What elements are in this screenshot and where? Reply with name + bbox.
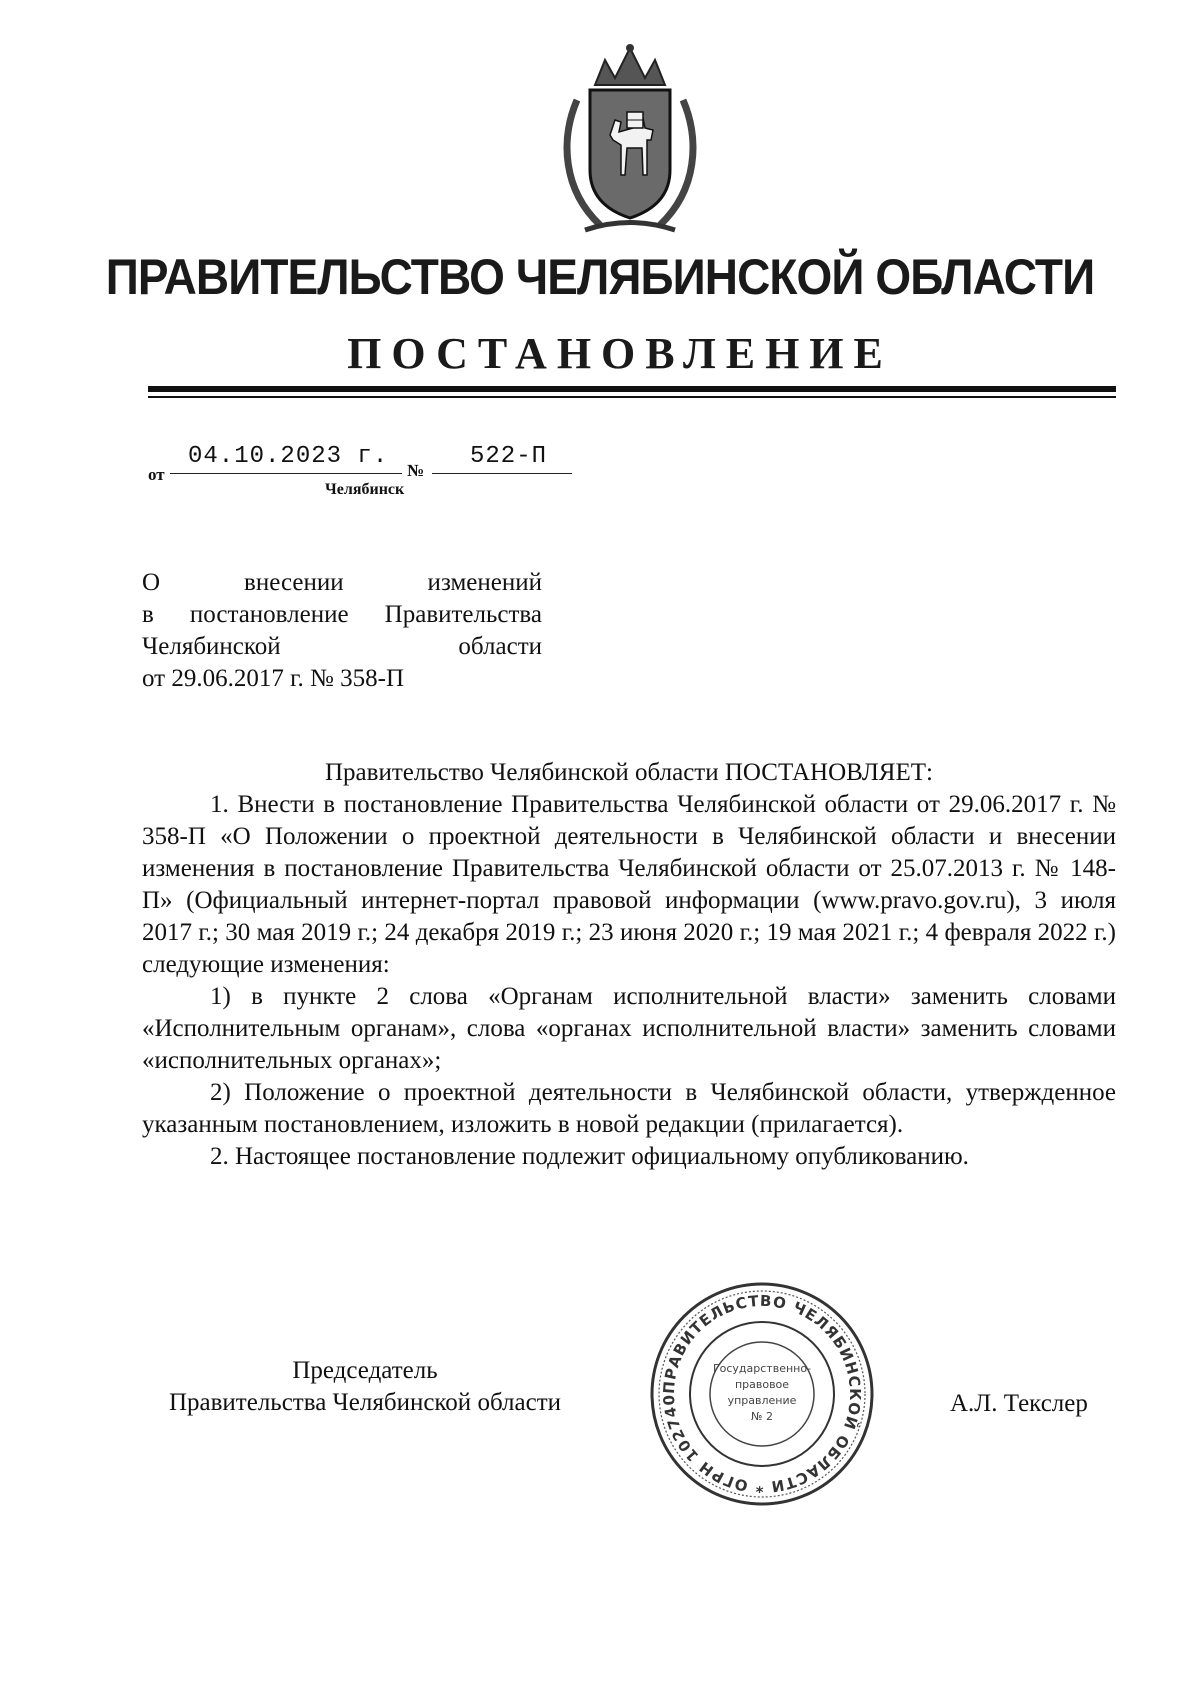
stamp-center-line-1: Государственно- <box>712 1362 812 1375</box>
number-underline <box>432 473 572 474</box>
stamp-ring-text: ПРАВИТЕЛЬСТВО ЧЕЛЯБИНСКОЙ ОБЛАСТИ * ОГРН 102740 <box>659 1291 865 1497</box>
preamble: Правительство Челябинской области ПОСТАНОВЛЯЕТ: <box>325 759 933 786</box>
clause-2: 2. Настоящее постановление подлежит официальному опубликованию. <box>210 1143 969 1170</box>
document-subject <box>142 567 542 695</box>
organization-title: ПРАВИТЕЛЬСТВО ЧЕЛЯБИНСКОЙ ОБЛАСТИ <box>105 249 1095 305</box>
clause-1: 1. Внести в постановление Правительства Челябинской области от 29.06.2017 г. № 358-П «О Положении о проектной деятельности в Челябинской области и внесении изменения в постановление Правительства Челябинской области от 25.07.2013 г. № 148-П» (Официальный интернет-портал правовой информации (www.pravo.gov.ru), 3 июля 2017 г.; 30 мая 2019 г.; 24 декабря 2019 г.; 23 июня 2020 г.; 19 мая 2021 г.; 4 февраля 2022 г.) следующие изменения: <box>142 791 1116 978</box>
subject-line: в постановление Правительства <box>142 601 542 628</box>
document-date: 04.10.2023 г. <box>188 443 389 470</box>
stamp-center-line-2: правовое <box>734 1378 790 1391</box>
date-underline <box>170 473 402 474</box>
document-type-heading: ПОСТАНОВЛЕНИЕ <box>347 329 893 378</box>
signatory-title-line-2: Правительства Челябинской области <box>168 1389 562 1416</box>
header-rule-thick <box>148 386 1116 392</box>
coat-of-arms-emblem <box>555 40 705 240</box>
date-prefix-label: от <box>148 465 165 484</box>
document-body <box>142 757 1116 1173</box>
subject-line: от 29.06.2017 г. № 358-П <box>142 665 405 692</box>
clause-1-subitem-2: 2) Положение о проектной деятельности в Челябинской области, утвержденное указанным постановлением, изложить в новой редакции (прилагается). <box>142 1079 1116 1138</box>
document-number: 522-П <box>470 443 548 470</box>
subject-line: Челябинской области <box>142 633 542 660</box>
number-prefix-label: № <box>407 461 425 480</box>
official-seal-stamp <box>648 1280 876 1508</box>
stamp-center-line-4: № 2 <box>751 1410 773 1423</box>
clause-1-subitem-1: 1) в пункте 2 слова «Органам исполнительной власти» заменить словами «Исполнительным органам», слова «органах исполнительной власти» заменить словами «исполнительных органах»; <box>142 983 1116 1074</box>
signatory-title <box>140 1355 590 1419</box>
stamp-center-line-3: управление <box>727 1394 797 1407</box>
signatory-title-line-1: Председатель <box>292 1357 438 1384</box>
header-rule-thin <box>148 396 1116 398</box>
city-label: Челябинск <box>325 481 405 498</box>
signatory-name: А.Л. Текслер <box>950 1390 1088 1417</box>
subject-line: О внесении изменений <box>142 569 542 596</box>
